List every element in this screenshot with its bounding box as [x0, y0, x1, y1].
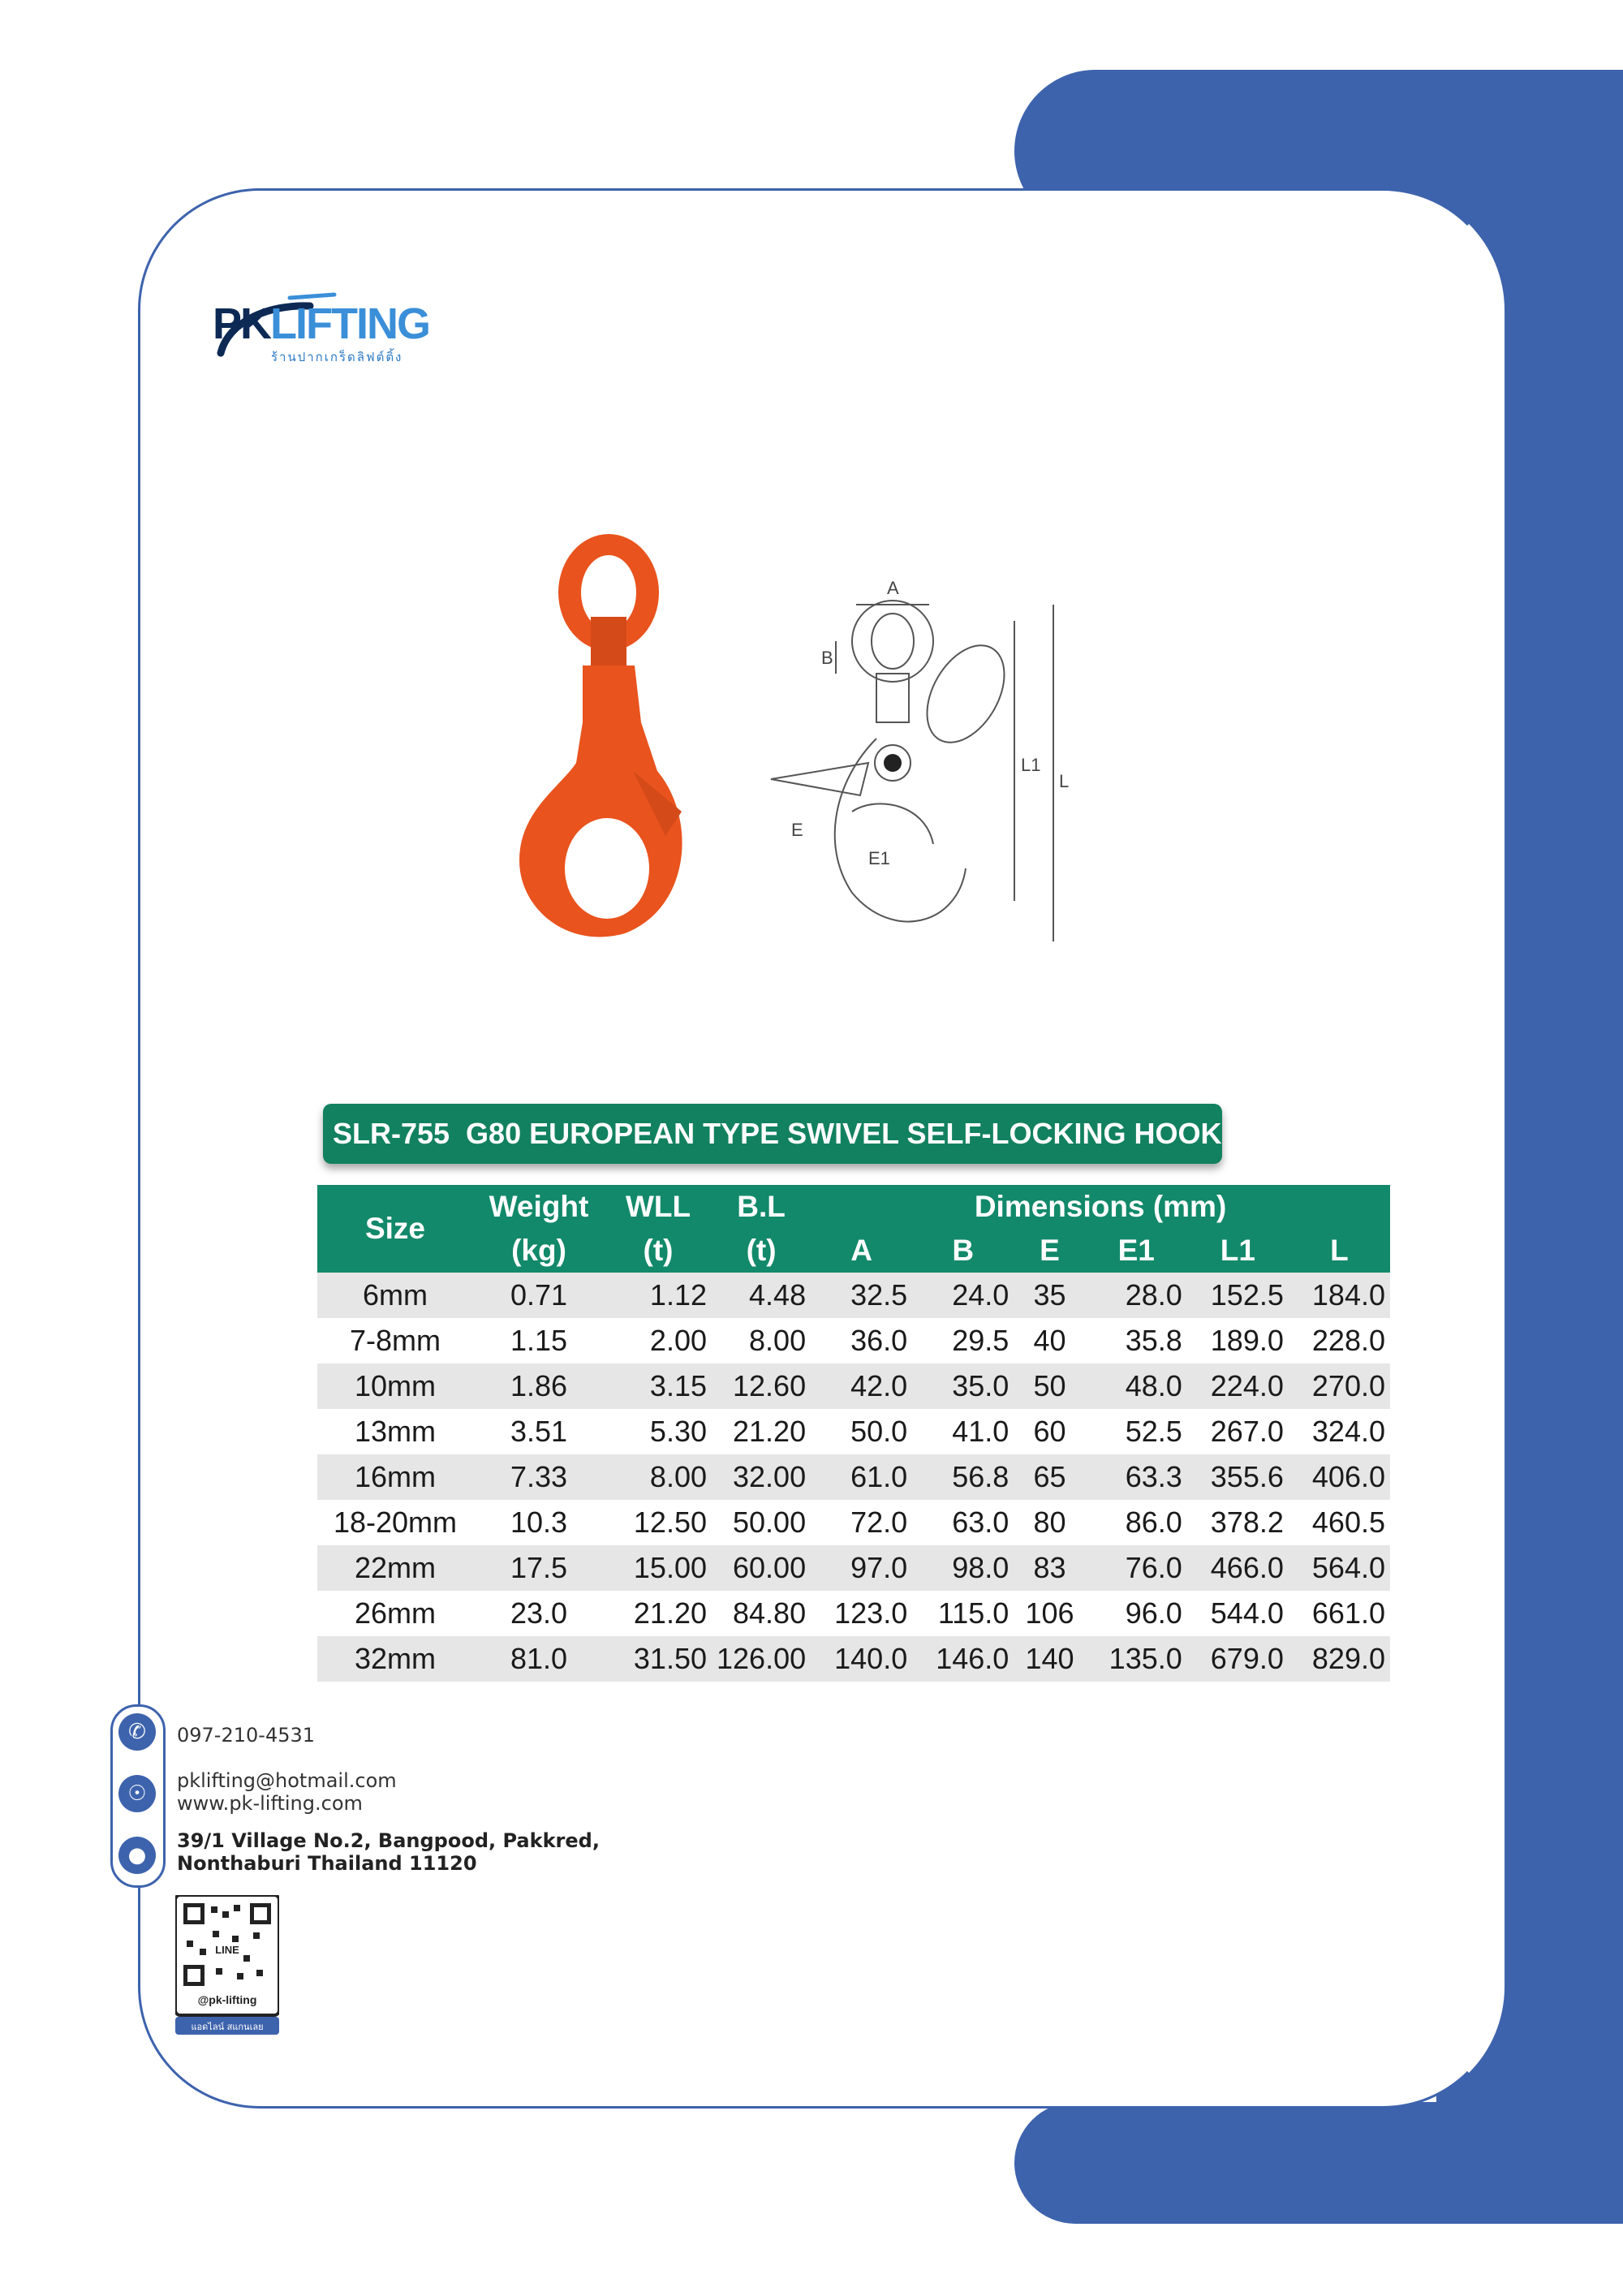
- table-row: [317, 1454, 1390, 1500]
- header-a: A: [811, 1229, 912, 1273]
- cell-weight: 1.86: [473, 1363, 605, 1409]
- bottom-blue-tab: [1014, 2102, 1623, 2224]
- cell-l: 460.5: [1289, 1500, 1390, 1545]
- table-row: [317, 1591, 1390, 1636]
- cell-a: 32.5: [811, 1273, 912, 1318]
- cell-e: 60: [1014, 1409, 1085, 1454]
- cell-wll: 12.50: [605, 1500, 712, 1545]
- contact-phone[interactable]: 097-210-4531: [177, 1724, 316, 1747]
- contact-address-line2: Nonthaburi Thailand 11120: [177, 1852, 477, 1875]
- contact-website[interactable]: www.pk-lifting.com: [177, 1792, 363, 1815]
- cell-e1: 48.0: [1086, 1363, 1187, 1409]
- header-bl-unit: (t): [712, 1229, 811, 1273]
- cell-wll: 3.15: [605, 1363, 712, 1409]
- header-weight-unit: (kg): [473, 1229, 605, 1273]
- header-wll: WLL: [605, 1185, 712, 1229]
- cell-l1: 189.0: [1187, 1318, 1289, 1363]
- cell-bl: 126.00: [712, 1636, 811, 1682]
- spec-table-body: [317, 1273, 1390, 1682]
- header-wll-unit: (t): [605, 1229, 712, 1273]
- cell-a: 50.0: [811, 1409, 912, 1454]
- qr-line-label: LINE: [215, 1944, 239, 1956]
- cell-wll: 15.00: [605, 1545, 712, 1591]
- header-size: Size: [317, 1185, 473, 1273]
- cell-l1: 378.2: [1187, 1500, 1289, 1545]
- cell-size: 26mm: [317, 1591, 473, 1636]
- cell-e: 140: [1014, 1636, 1085, 1682]
- table-row: [317, 1545, 1390, 1591]
- header-dimensions: Dimensions (mm): [811, 1185, 1390, 1229]
- cell-weight: 23.0: [473, 1591, 605, 1636]
- cell-l1: 355.6: [1187, 1454, 1289, 1500]
- cell-weight: 0.71: [473, 1273, 605, 1318]
- contact-icon-bar: [110, 1704, 166, 1888]
- cell-bl: 84.80: [712, 1591, 811, 1636]
- spec-table: [317, 1185, 1390, 1682]
- cell-b: 146.0: [912, 1636, 1014, 1682]
- cell-b: 35.0: [912, 1363, 1014, 1409]
- qr-handle: @pk-lifting: [197, 1993, 257, 2006]
- cell-l: 324.0: [1289, 1409, 1390, 1454]
- cell-b: 24.0: [912, 1273, 1014, 1318]
- cell-l: 228.0: [1289, 1318, 1390, 1363]
- header-b: B: [912, 1229, 1014, 1273]
- dim-label-l1: L1: [1021, 755, 1041, 775]
- cell-a: 97.0: [811, 1545, 912, 1591]
- cell-l: 270.0: [1289, 1363, 1390, 1409]
- header-e1: E1: [1086, 1229, 1187, 1273]
- cell-wll: 1.12: [605, 1273, 712, 1318]
- cell-size: 13mm: [317, 1409, 473, 1454]
- cell-b: 115.0: [912, 1591, 1014, 1636]
- cell-a: 36.0: [811, 1318, 912, 1363]
- cell-bl: 4.48: [712, 1273, 811, 1318]
- cell-e1: 76.0: [1086, 1545, 1187, 1591]
- cell-bl: 50.00: [712, 1500, 811, 1545]
- cell-b: 98.0: [912, 1545, 1014, 1591]
- table-row: [317, 1409, 1390, 1454]
- cell-bl: 60.00: [712, 1545, 811, 1591]
- swivel-hook-photo: [487, 528, 730, 982]
- cell-l1: 466.0: [1187, 1545, 1289, 1591]
- phone-icon: ✆: [118, 1713, 156, 1751]
- cell-a: 42.0: [811, 1363, 912, 1409]
- cell-l: 661.0: [1289, 1591, 1390, 1636]
- cell-l: 829.0: [1289, 1636, 1390, 1682]
- contact-email[interactable]: pklifting@hotmail.com: [177, 1769, 397, 1792]
- product-title-banner: SLR-755 G80 EUROPEAN TYPE SWIVEL SELF-LOCKING HOOK: [323, 1104, 1222, 1164]
- cell-e1: 135.0: [1086, 1636, 1187, 1682]
- cell-l1: 267.0: [1187, 1409, 1289, 1454]
- contact-address-line1: 39/1 Village No.2, Bangpood, Pakkred,: [177, 1829, 600, 1852]
- header-l1: L1: [1187, 1229, 1289, 1273]
- cell-l: 184.0: [1289, 1273, 1390, 1318]
- dim-label-a: A: [887, 578, 899, 598]
- cell-a: 140.0: [811, 1636, 912, 1682]
- header-weight: Weight: [473, 1185, 605, 1229]
- cell-bl: 8.00: [712, 1318, 811, 1363]
- header-e: E: [1014, 1229, 1085, 1273]
- cell-l1: 679.0: [1187, 1636, 1289, 1682]
- cell-e: 65: [1014, 1454, 1085, 1500]
- cell-e1: 96.0: [1086, 1591, 1187, 1636]
- qr-caption: แอดไลน์ สแกนเลย: [191, 2022, 264, 2032]
- cell-wll: 5.30: [605, 1409, 712, 1454]
- cell-l1: 152.5: [1187, 1273, 1289, 1318]
- dim-label-l: L: [1059, 771, 1070, 791]
- table-row: [317, 1273, 1390, 1318]
- location-pin-icon: ●: [118, 1837, 156, 1874]
- line-qr-code[interactable]: [175, 1895, 279, 2035]
- table-row: [317, 1318, 1390, 1363]
- logo-wordmark: [213, 299, 429, 349]
- cell-e1: 63.3: [1086, 1454, 1187, 1500]
- cell-wll: 21.20: [605, 1591, 712, 1636]
- cell-wll: 2.00: [605, 1318, 712, 1363]
- cell-bl: 12.60: [712, 1363, 811, 1409]
- cell-b: 56.8: [912, 1454, 1014, 1500]
- hook-dimension-drawing: [755, 552, 1128, 958]
- logo-pk-text: PK: [213, 299, 271, 348]
- cell-weight: 1.15: [473, 1318, 605, 1363]
- cell-a: 61.0: [811, 1454, 912, 1500]
- cell-bl: 32.00: [712, 1454, 811, 1500]
- cell-b: 63.0: [912, 1500, 1014, 1545]
- cell-weight: 3.51: [473, 1409, 605, 1454]
- cell-e1: 28.0: [1086, 1273, 1187, 1318]
- cell-size: 10mm: [317, 1363, 473, 1409]
- logo-thai-tagline: ร้านปากเกร็ดลิฟต์ติ้ง: [271, 350, 403, 364]
- cell-size: 7-8mm: [317, 1318, 473, 1363]
- cell-l1: 224.0: [1187, 1363, 1289, 1409]
- cell-e1: 35.8: [1086, 1318, 1187, 1363]
- cell-size: 22mm: [317, 1545, 473, 1591]
- logo-lifting-text: LIFTING: [270, 299, 429, 348]
- cell-l: 564.0: [1289, 1545, 1390, 1591]
- globe-icon: ☉: [118, 1775, 156, 1812]
- cell-l: 406.0: [1289, 1454, 1390, 1500]
- cell-size: 16mm: [317, 1454, 473, 1500]
- cell-e: 83: [1014, 1545, 1085, 1591]
- cell-size: 6mm: [317, 1273, 473, 1318]
- cell-weight: 7.33: [473, 1454, 605, 1500]
- cell-wll: 8.00: [605, 1454, 712, 1500]
- cell-b: 41.0: [912, 1409, 1014, 1454]
- cell-e: 40: [1014, 1318, 1085, 1363]
- cell-weight: 81.0: [473, 1636, 605, 1682]
- table-row: [317, 1500, 1390, 1545]
- cell-e1: 86.0: [1086, 1500, 1187, 1545]
- cell-l1: 544.0: [1187, 1591, 1289, 1636]
- cell-b: 29.5: [912, 1318, 1014, 1363]
- cell-wll: 31.50: [605, 1636, 712, 1682]
- cell-a: 123.0: [811, 1591, 912, 1636]
- cell-e: 106: [1014, 1591, 1085, 1636]
- header-l: L: [1289, 1229, 1390, 1273]
- cell-e: 80: [1014, 1500, 1085, 1545]
- cell-weight: 17.5: [473, 1545, 605, 1591]
- dim-label-e1: E1: [868, 848, 890, 868]
- cell-bl: 21.20: [712, 1409, 811, 1454]
- cell-size: 32mm: [317, 1636, 473, 1682]
- cell-e1: 52.5: [1086, 1409, 1187, 1454]
- cell-weight: 10.3: [473, 1500, 605, 1545]
- cell-size: 18-20mm: [317, 1500, 473, 1545]
- header-bl: B.L: [712, 1185, 811, 1229]
- dim-label-b: B: [821, 648, 833, 668]
- dim-label-e: E: [791, 820, 803, 840]
- table-row: [317, 1636, 1390, 1682]
- cell-e: 35: [1014, 1273, 1085, 1318]
- cell-a: 72.0: [811, 1500, 912, 1545]
- table-row: [317, 1363, 1390, 1409]
- cell-e: 50: [1014, 1363, 1085, 1409]
